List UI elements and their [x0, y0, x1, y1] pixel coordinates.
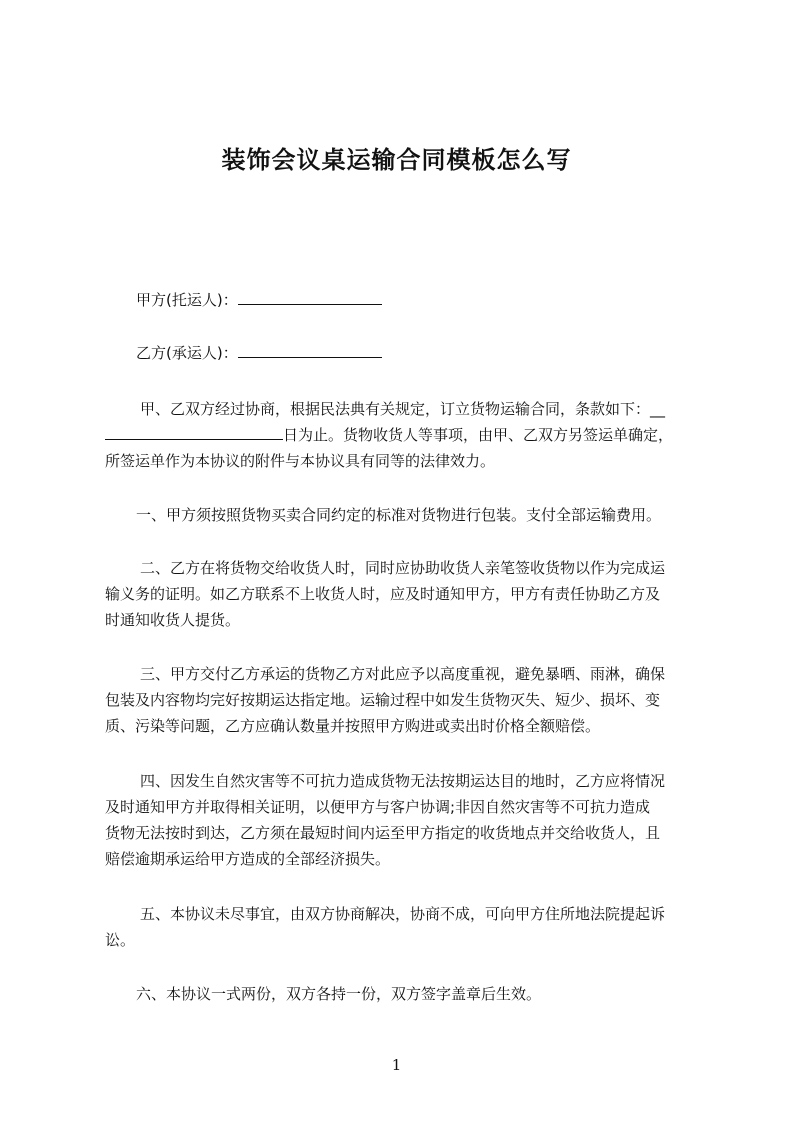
clause-4-line-3: 货物无法按时到达，乙方须在最短时间内运至甲方指定的收货地点并交给收货人，且	[105, 824, 661, 842]
intro-line-1: 甲、乙双方经过协商，根据民法典有关规定，订立货物运输合同，条款如下：__	[140, 400, 666, 418]
clause-2-line-2: 输义务的证明。如乙方联系不上收货人时，应及时通知甲方，甲方有责任协助乙方及	[105, 585, 661, 603]
page-title: 装饰会议桌运输合同模板怎么写	[221, 146, 572, 174]
clause-3-line-1: 三、甲方交付乙方承运的货物乙方对此应予以高度重视，避免暴晒、雨淋，确保	[140, 665, 666, 683]
party-a-label: 甲方(托运人)：	[136, 291, 238, 309]
intro-line-2-text: 日为止。货物收货人等事项，由甲、乙双方另签运单确定，	[283, 426, 674, 444]
date-blank	[105, 425, 283, 440]
party-b-line	[136, 343, 382, 363]
clause-4-line-2: 及时通知甲方并取得相关证明，以便甲方与客户协调;非因自然灾害等不可抗力造成	[105, 798, 651, 816]
party-a-blank	[238, 290, 382, 305]
clause-2-line-1: 二、乙方在将货物交给收货人时，同时应协助收货人亲笔签收货物以作为完成运	[140, 559, 666, 577]
clause-1-line-1: 一、甲方须按照货物买卖合同约定的标准对货物进行包装。支付全部运输费用。	[136, 506, 662, 524]
clause-4-line-1: 四、因发生自然灾害等不可抗力造成货物无法按期运达目的地时，乙方应将情况	[140, 772, 666, 790]
party-b-blank	[238, 343, 382, 358]
clause-3-line-3: 质、污染等问题，乙方应确认数量并按照甲方购进或卖出时价格全额赔偿。	[105, 717, 601, 735]
party-b-label: 乙方(承运人)：	[136, 344, 238, 362]
clause-5-line-2: 讼。	[105, 931, 136, 949]
page-number: 1	[391, 1056, 402, 1074]
clause-5-line-1: 五、本协议未尽事宜，由双方协商解决，协商不成，可向甲方住所地法院提起诉	[140, 905, 666, 923]
party-a-line	[136, 290, 382, 310]
clause-6-line-1: 六、本协议一式两份，双方各持一份，双方签字盖章后生效。	[136, 985, 542, 1003]
clause-4-line-4: 赔偿逾期承运给甲方造成的全部经济损失。	[105, 850, 391, 868]
clause-2-line-3: 时通知收货人提货。	[105, 611, 241, 629]
intro-line-3: 所签运单作为本协议的附件与本协议具有同等的法律效力。	[105, 452, 496, 470]
clause-3-line-2: 包装及内容物均完好按期运达指定地。运输过程中如发生货物灭失、短少、损坏、变	[105, 691, 661, 709]
intro-line-2	[105, 425, 673, 445]
